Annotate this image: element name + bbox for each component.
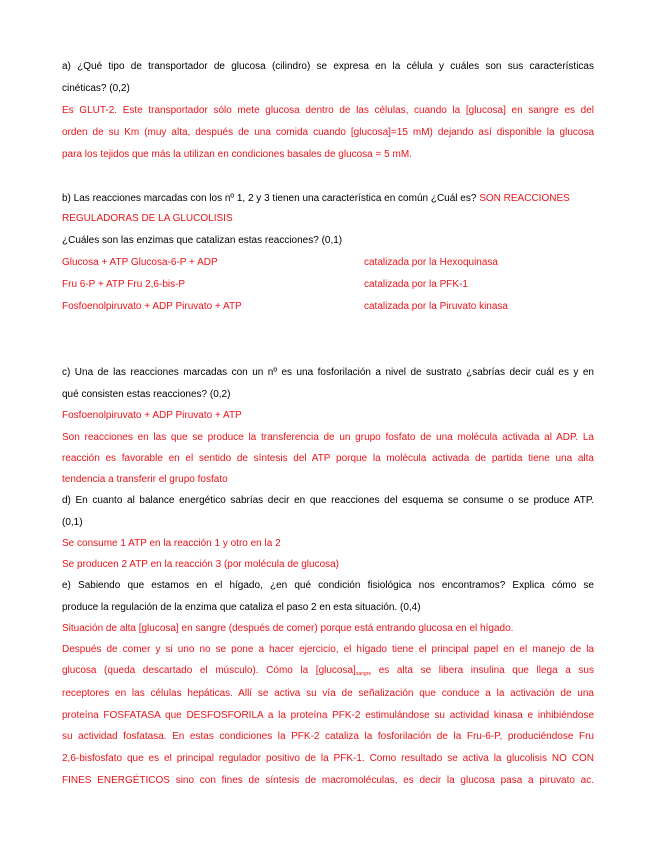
question-e-line-2: produce la regulación de la enzima que cataliza el paso 2 en esta situación. (0,4) (62, 602, 421, 613)
question-a-line-2: cinéticas? (0,2) (62, 83, 130, 94)
question-c-line-1: c) Una de las reacciones marcadas con un nº es una fosforilación a nivel de sustrato ¿sabrías decir cuál es y en (62, 367, 594, 378)
answer-e-line-4: receptores en las células hepáticas. Allí se activa su vía de señalización que conduce a la activación de una (62, 688, 594, 699)
answer-a-line-1: Es GLUT-2. Este transportador sólo mete glucosa dentro de las células, cuando la [glucosa] en sangre es del (62, 105, 594, 116)
answer-a-line-2: orden de su Km (muy alta, después de una comida cuando [glucosa]=15 mM) dejando así disponible la glucosa (62, 127, 594, 138)
reaction-1-enzyme: catalizada por la Hexoquinasa (364, 257, 498, 268)
answer-e-line-1: Situación de alta [glucosa] en sangre (después de comer) porque está entrando glucosa en el hígado. (62, 623, 514, 634)
question-b-line-2: ¿Cuáles son las enzimas que catalizan estas reacciones? (0,1) (62, 235, 343, 246)
question-b-text: b) Las reacciones marcadas con los nº 1, 2 y 3 tienen una característica en común ¿Cuál es? (62, 193, 477, 204)
answer-c-line-3: tendencia a transferir el grupo fosfato (62, 474, 228, 485)
answer-e-line-3-part-1: glucosa (queda descartado el músculo). Cómo la [glucosa] (62, 665, 356, 676)
answer-d-line-1: Se consume 1 ATP en la reacción 1 y otro en la 2 (62, 538, 281, 549)
answer-b-inline: SON REACCIONES (479, 193, 570, 204)
answer-a-line-3: para los tejidos que más la utilizan en condiciones basales de glucosa = 5 mM. (62, 149, 412, 160)
reaction-3-enzyme: catalizada por la Piruvato kinasa (364, 301, 508, 312)
answer-e-line-2: Después de comer y si uno no se pone a hacer ejercicio, el hígado tiene el principal papel en el manejo de la (62, 644, 594, 655)
question-a-line-1: a) ¿Qué tipo de transportador de glucosa (cilindro) se expresa en la célula y cuáles son sus características (62, 61, 594, 72)
question-b-line-1 (62, 192, 570, 205)
answer-d-line-2: Se producen 2 ATP en la reacción 3 (por molécula de glucosa) (62, 559, 340, 570)
question-d-line-2: (0,1) (62, 517, 83, 528)
reaction-2-enzyme: catalizada por la PFK-1 (364, 279, 468, 290)
answer-e-line-6: su actividad fosfatasa. En estas condiciones la PFK-2 cataliza la fosforilación de la Fru-6-P, produciéndose Fru (62, 731, 594, 742)
subscript-sangre: sangre (355, 671, 372, 677)
question-d-line-1: d) En cuanto al balance energético sabrías decir en que reacciones del esquema se consume o se produce ATP. (62, 495, 594, 506)
question-c-line-2: qué consisten estas reacciones? (0,2) (62, 389, 231, 400)
question-e-line-1: e) Sabiendo que estamos en el hígado, ¿en qué condición fisiológica nos encontramos? Explica cómo se (62, 580, 594, 591)
answer-c-line-1: Son reacciones en las que se produce la transferencia de un grupo fosfato de una molécula activada al ADP. La (62, 432, 594, 443)
answer-e-line-5: proteína FOSFATASA que DESFOSFORILA a la proteína PFK-2 estimulándose su actividad kinasa e inhibiéndose (62, 710, 594, 721)
reaction-3-equation: Fosfoenolpiruvato + ADP Piruvato + ATP (62, 301, 242, 312)
answer-e-line-3 (62, 664, 594, 681)
reaction-2-equation: Fru 6-P + ATP Fru 2,6-bis-P (62, 279, 186, 290)
answer-e-line-8: FINES ENERGÉTICOS sino con fines de síntesis de macromoléculas, es decir la glucosa pasa a piruvato ac. (62, 775, 594, 786)
answer-c-line-2: reacción es favorable en el sentido de síntesis del ATP porque la molécula activada de partida tiene una alta (62, 453, 594, 464)
answer-e-line-7: 2,6-bisfosfato que es el principal regulador positivo de la PFK-1. Como resultado se activa la glucolisis NO CON (62, 753, 594, 764)
answer-b-line-2: REGULADORAS DE LA GLUCOLISIS (62, 213, 233, 224)
answer-c-equation: Fosfoenolpiruvato + ADP Piruvato + ATP (62, 410, 242, 421)
reaction-1-equation: Glucosa + ATP Glucosa-6-P + ADP (62, 257, 218, 268)
answer-e-line-3-part-2: es alta se libera insulina que llega a sus (371, 665, 594, 676)
